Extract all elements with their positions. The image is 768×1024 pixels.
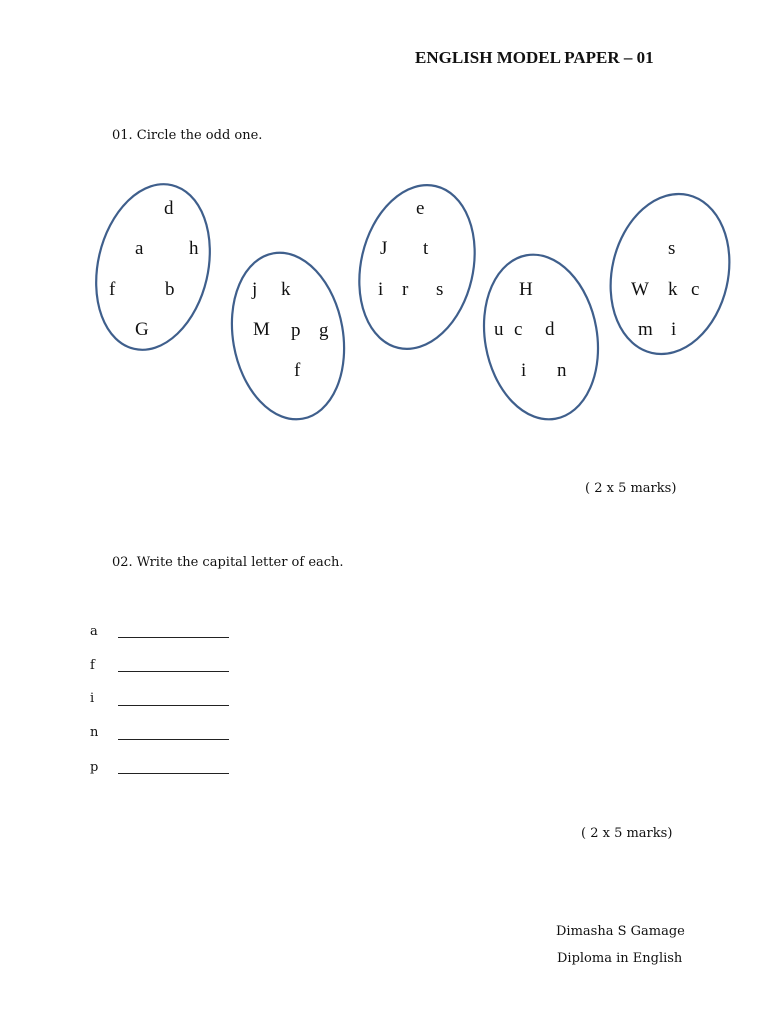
question-1-marks: ( 2 x 5 marks)	[585, 481, 677, 496]
oval-4-letter: c	[514, 319, 523, 340]
answer-line[interactable]	[118, 773, 229, 774]
oval-2-letter: p	[291, 320, 301, 341]
oval-4-letter: d	[545, 319, 555, 340]
page-title: ENGLISH MODEL PAPER – 01	[415, 48, 654, 67]
question-1-text: 01. Circle the odd one.	[112, 128, 263, 143]
author-qualification: Diploma in English	[557, 951, 683, 966]
letter-label: n	[90, 725, 99, 740]
oval-5-letter: c	[691, 279, 700, 300]
question-2-text: 02. Write the capital letter of each.	[112, 555, 344, 570]
oval-2-letter: j	[252, 279, 258, 300]
oval-group-1[interactable]	[81, 173, 226, 361]
oval-1-letter: b	[165, 279, 175, 300]
answer-line[interactable]	[118, 705, 229, 706]
oval-4-letter: n	[557, 360, 567, 381]
oval-group-5[interactable]	[595, 182, 744, 366]
oval-4-letter: i	[521, 360, 527, 381]
oval-3-letter: r	[402, 279, 409, 300]
oval-3-letter: e	[416, 198, 425, 219]
author-name: Dimasha S Gamage	[556, 924, 685, 939]
oval-1-letter: d	[164, 198, 174, 219]
odd-one-ovals	[0, 0, 768, 440]
oval-3-letter: s	[436, 279, 444, 300]
letter-label: f	[90, 658, 95, 673]
oval-4-letter: H	[519, 279, 533, 300]
letter-label: p	[90, 760, 99, 775]
oval-3-letter: J	[380, 238, 388, 259]
answer-line[interactable]	[118, 671, 229, 672]
oval-1-letter: a	[135, 238, 144, 259]
oval-2-letter: f	[294, 360, 301, 381]
oval-1-letter: h	[189, 238, 199, 259]
answer-line[interactable]	[118, 637, 229, 638]
oval-2-letter: k	[281, 279, 291, 300]
oval-3-letter: i	[378, 279, 384, 300]
oval-2-letter: M	[253, 319, 270, 340]
oval-group-4[interactable]	[471, 246, 610, 429]
oval-1-letter: G	[135, 319, 149, 340]
oval-5-letter: s	[668, 238, 676, 259]
answer-line[interactable]	[118, 739, 229, 740]
oval-5-letter: W	[631, 279, 649, 300]
oval-5-letter: m	[638, 319, 653, 340]
question-2-marks: ( 2 x 5 marks)	[581, 826, 673, 841]
oval-3-letter: t	[423, 238, 429, 259]
oval-1-letter: f	[109, 279, 116, 300]
oval-5-letter: i	[671, 319, 677, 340]
oval-group-2[interactable]	[219, 244, 357, 429]
oval-4-letter: u	[494, 319, 504, 340]
oval-5-letter: k	[668, 279, 678, 300]
letter-label: i	[90, 691, 95, 706]
oval-2-letter: g	[319, 320, 329, 341]
letter-label: a	[90, 624, 98, 639]
